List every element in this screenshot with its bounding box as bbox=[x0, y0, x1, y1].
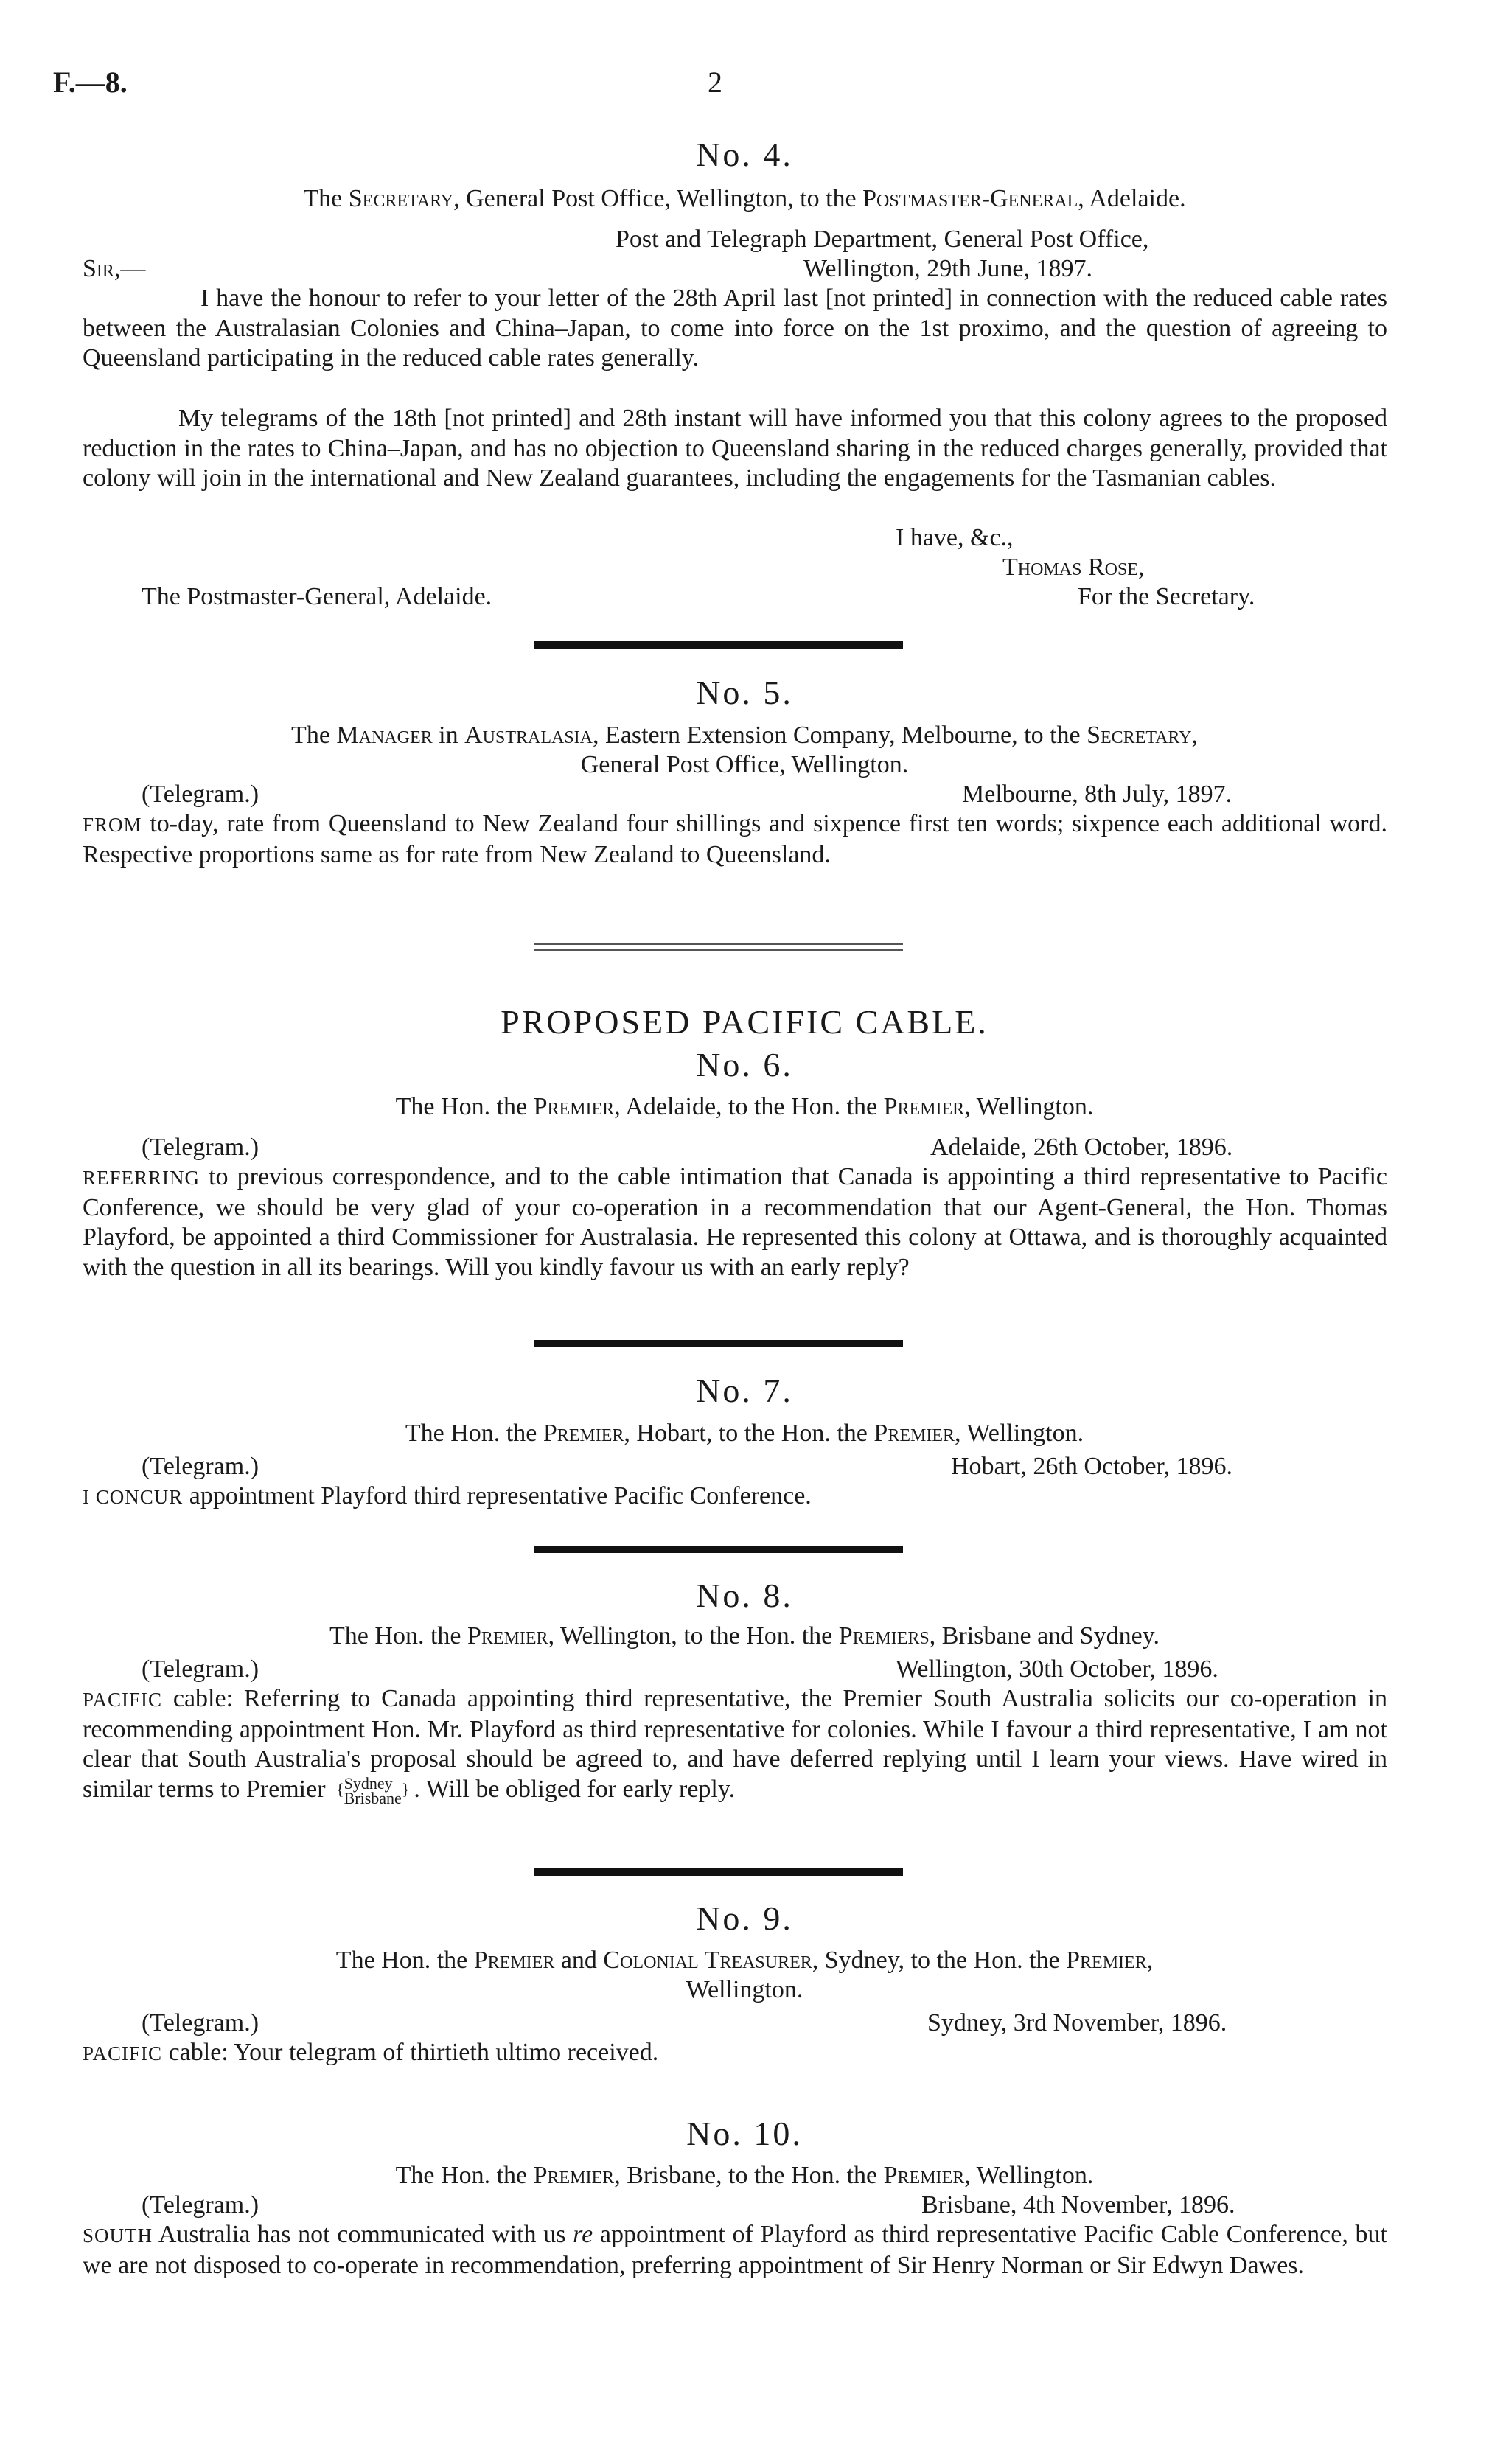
no10-address: The Hon. the Premier, Brisbane, to the Hon. the Premier, Wellington. bbox=[395, 2162, 1094, 2189]
no10-place-date: Brisbane, 4th November, 1896. bbox=[921, 2191, 1235, 2219]
section-divider bbox=[534, 1546, 903, 1553]
no10-heading: No. 10. bbox=[686, 2115, 803, 2152]
section-divider bbox=[534, 641, 903, 649]
no7-telegram-label: (Telegram.) bbox=[142, 1453, 259, 1480]
no4-paragraph-1: I have the honour to refer to your letter of the 28th April last [not printed] in connection with the reduced cable rates between the Australasian Colonies and China–Japan, to come into force on the 1st proximo, and the question of agreeing to Queensland participating in the reduced cable rates generally. bbox=[83, 285, 1387, 371]
section-divider bbox=[534, 1340, 903, 1347]
no9-address-line2: Wellington. bbox=[686, 1976, 803, 2003]
no8-heading: No. 8. bbox=[696, 1577, 793, 1614]
no8-place-date: Wellington, 30th October, 1896. bbox=[896, 1655, 1218, 1683]
page-number: 2 bbox=[708, 66, 722, 99]
no4-date-line: Wellington, 29th June, 1897. bbox=[803, 255, 1093, 282]
no10-body: SOUTH Australia has not communicated with us re appointment of Playford as third representative Pacific Cable Conference, but we are not disposed to co-operate in recommendation, preferring appointment of Sir Henry Norman or Sir Edwyn Dawes. bbox=[83, 2221, 1387, 2279]
no9-heading: No. 9. bbox=[696, 1899, 793, 1937]
no6-address: The Hon. the Premier, Adelaide, to the Hon. the Premier, Wellington. bbox=[395, 1093, 1094, 1120]
no5-heading: No. 5. bbox=[696, 674, 793, 711]
no4-sign-title: For the Secretary. bbox=[1078, 583, 1255, 610]
no4-address: The Secretary, General Post Office, Wellington, to the Postmaster-General, Adelaide. bbox=[303, 185, 1186, 212]
section-divider bbox=[534, 1868, 903, 1876]
no4-signature: Thomas Rose, bbox=[1002, 554, 1145, 581]
page-ref: F.—8. bbox=[53, 66, 128, 99]
no4-paragraph-2: My telegrams of the 18th [not printed] and 28th instant will have informed you that this colony agrees to the proposed reduction in the rates to China–Japan, and has no objection to Queensland sharing in the reduced charges generally, provided that colony will join in the international and New Zealand guarantees, including the engagements for the Tasmanian cables. bbox=[83, 405, 1387, 492]
no4-closing: I have, &c., bbox=[896, 524, 1014, 551]
no8-telegram-label: (Telegram.) bbox=[142, 1655, 259, 1683]
no5-telegram-label: (Telegram.) bbox=[142, 781, 259, 808]
no8-body: PACIFIC cable: Referring to Canada appointing third representative, the Premier South Australia solicits our co-operation in recommending appointment Hon. Mr. Playford as third representative for colonies. While I favour a third representative, I am not clear that South Australia's proposal should be agreed to, and have deferred replying until I learn your views. Have wired in similar terms to Premier { Sydney Brisbane } . Will be obliged for early reply. bbox=[83, 1685, 1387, 1807]
no10-telegram-label: (Telegram.) bbox=[142, 2191, 259, 2219]
no6-heading: No. 6. bbox=[696, 1046, 793, 1083]
no4-salutation: Sir,— bbox=[83, 255, 146, 282]
no7-address: The Hon. the Premier, Hobart, to the Hon. the Premier, Wellington. bbox=[405, 1420, 1084, 1447]
no4-addressee: The Postmaster-General, Adelaide. bbox=[142, 583, 492, 610]
no5-address-line2: General Post Office, Wellington. bbox=[580, 751, 909, 778]
double-rule-bottom bbox=[534, 949, 903, 951]
no4-dept-line: Post and Telegraph Department, General Post Office, bbox=[616, 226, 1149, 253]
no9-telegram-label: (Telegram.) bbox=[142, 2009, 259, 2037]
no7-heading: No. 7. bbox=[696, 1372, 793, 1409]
no9-address: The Hon. the Premier and Colonial Treasurer, Sydney, to the Hon. the Premier, bbox=[335, 1947, 1154, 1974]
no5-body: FROM to-day, rate from Queensland to New Zealand four shillings and sixpence first ten words; sixpence each additional word. Respective proportions same as for rate from New Zealand to Queensland. bbox=[83, 810, 1387, 868]
no5-address: The Manager in Australasia, Eastern Extension Company, Melbourne, to the Secretary, bbox=[291, 722, 1198, 749]
no6-place-date: Adelaide, 26th October, 1896. bbox=[930, 1134, 1233, 1161]
no7-body: I CONCUR appointment Playford third representative Pacific Conference. bbox=[83, 1482, 812, 1510]
no6-body: REFERRING to previous correspondence, and to the cable intimation that Canada is appointing a third representative to Pacific Conference, we should be very glad of your co-operation in a recommendation that our Agent-General, the Hon. Thomas Playford, be appointed a third Commissioner for Australasia. He represented this colony at Ottawa, and is thoroughly acquainted with the question in all its bearings. Will you kindly favour us with an early reply? bbox=[83, 1163, 1387, 1281]
sydney-brisbane-brace: { Sydney Brisbane } bbox=[336, 1773, 410, 1807]
no5-place-date: Melbourne, 8th July, 1897. bbox=[962, 781, 1232, 808]
no6-telegram-label: (Telegram.) bbox=[142, 1134, 259, 1161]
no8-address: The Hon. the Premier, Wellington, to the Hon. the Premiers, Brisbane and Sydney. bbox=[329, 1622, 1160, 1650]
no7-place-date: Hobart, 26th October, 1896. bbox=[951, 1453, 1233, 1480]
no4-heading: No. 4. bbox=[696, 136, 793, 173]
no9-body: PACIFIC cable: Your telegram of thirtieth ultimo received. bbox=[83, 2039, 659, 2066]
double-rule-top bbox=[534, 943, 903, 945]
section-title: PROPOSED PACIFIC CABLE. bbox=[501, 1003, 988, 1041]
no9-place-date: Sydney, 3rd November, 1896. bbox=[927, 2009, 1227, 2037]
